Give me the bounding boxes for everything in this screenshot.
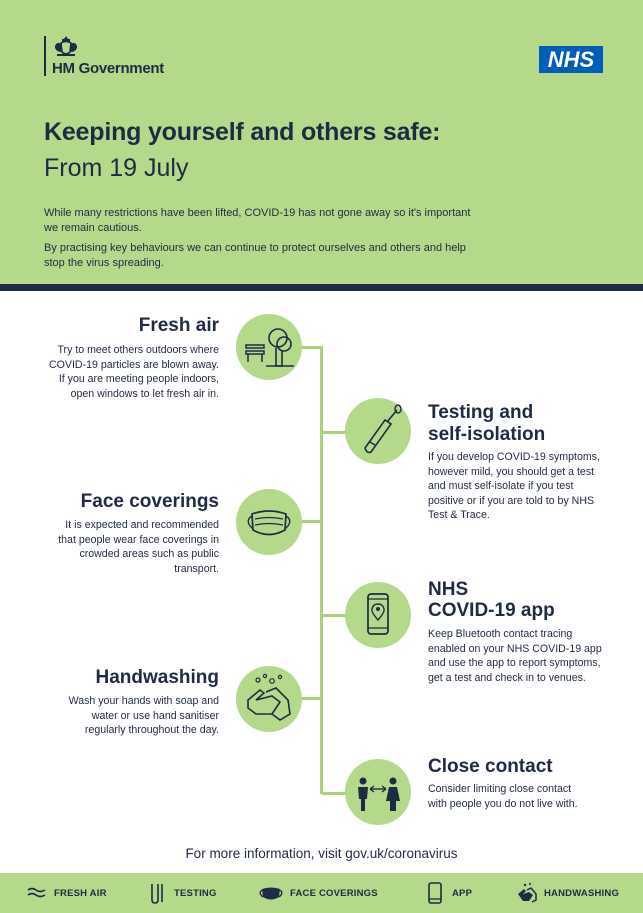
connector-close-contact [322,792,346,795]
header-divider-bar [0,284,643,291]
phone-location-icon [345,582,411,648]
park-bench-tree-icon [236,314,302,380]
fresh-air-title: Fresh air [138,315,219,336]
footer-label-fresh-air: FRESH AIR [54,887,107,899]
more-info-link-text[interactable]: For more information, visit gov.uk/coronavirus [185,846,458,861]
washing-hands-icon [236,666,302,732]
connector-app [322,614,346,617]
testing-body: If you develop COVID-19 symptoms, however mild, you should get a test and must self-isolate if you test positive or if you are told to by NHS Test & Trace. [428,451,600,521]
page-title: Keeping yourself and others safe: [44,118,441,146]
face-mask-icon [236,489,302,555]
connector-handwashing [300,697,322,700]
intro-paragraph-1: While many restrictions have been lifted, COVID-19 has not gone away so it's important we remain cautious. [44,207,471,234]
face-coverings-title: Face coverings [80,491,219,512]
handwashing-title: Handwashing [95,667,219,688]
footer-item-app [424,873,472,913]
footer-item-fresh-air [26,873,107,913]
crest-divider [44,36,46,76]
footer-label-handwashing: HANDWASHING [544,887,620,899]
connector-face-coverings [300,520,322,523]
page-subtitle: From 19 July [44,154,189,182]
face-coverings-body: It is expected and recommended that people wear face coverings in crowded areas such as public transport. [58,519,219,575]
testing-title-line-2: self-isolation [428,424,546,445]
intro-paragraph-2: By practising key behaviours we can continue to protect ourselves and others and help stop the virus spreading. [44,242,466,269]
close-contact-title: Close contact [428,756,553,777]
close-contact-body: Consider limiting close contact with people you do not live with. [428,783,578,810]
app-title-line-2: COVID-19 app [428,600,555,621]
connector-fresh-air [300,346,322,349]
timeline-vertical-line [320,346,323,794]
header-banner [0,0,643,284]
app-title-line-1: NHS [428,579,469,600]
footer-label-app: APP [452,887,473,899]
footer-item-handwashing [516,873,619,913]
mask-icon [258,882,284,904]
connector-testing [322,431,346,434]
two-people-distance-icon [345,759,411,825]
test-tube-icon [146,882,168,904]
hm-government-logo-text: HM Government [52,60,164,77]
footer-label-face-coverings: FACE COVERINGS [290,887,378,899]
test-tube-swab-icon [345,398,411,464]
handwashing-body: Wash your hands with soap and water or use hand sanitiser regularly throughout the day. [68,695,219,736]
royal-crest-icon [53,34,79,58]
hands-icon [516,882,538,904]
testing-title-line-1: Testing and [428,402,534,423]
app-body: Keep Bluetooth contact tracing enabled on your NHS COVID-19 app and use the app to report symptoms, get a test and check in to venues. [428,628,602,684]
nhs-logo: NHS [539,46,603,73]
footer-label-testing: TESTING [174,887,217,899]
wind-icon [26,882,48,904]
footer-item-face-coverings [258,873,378,913]
footer-bar [0,873,643,913]
smartphone-icon [424,882,446,904]
fresh-air-body: Try to meet others outdoors where COVID-19 particles are blown away. If you are meeting people indoors, open windows to let fresh air in. [49,344,219,400]
footer-item-testing [146,873,217,913]
